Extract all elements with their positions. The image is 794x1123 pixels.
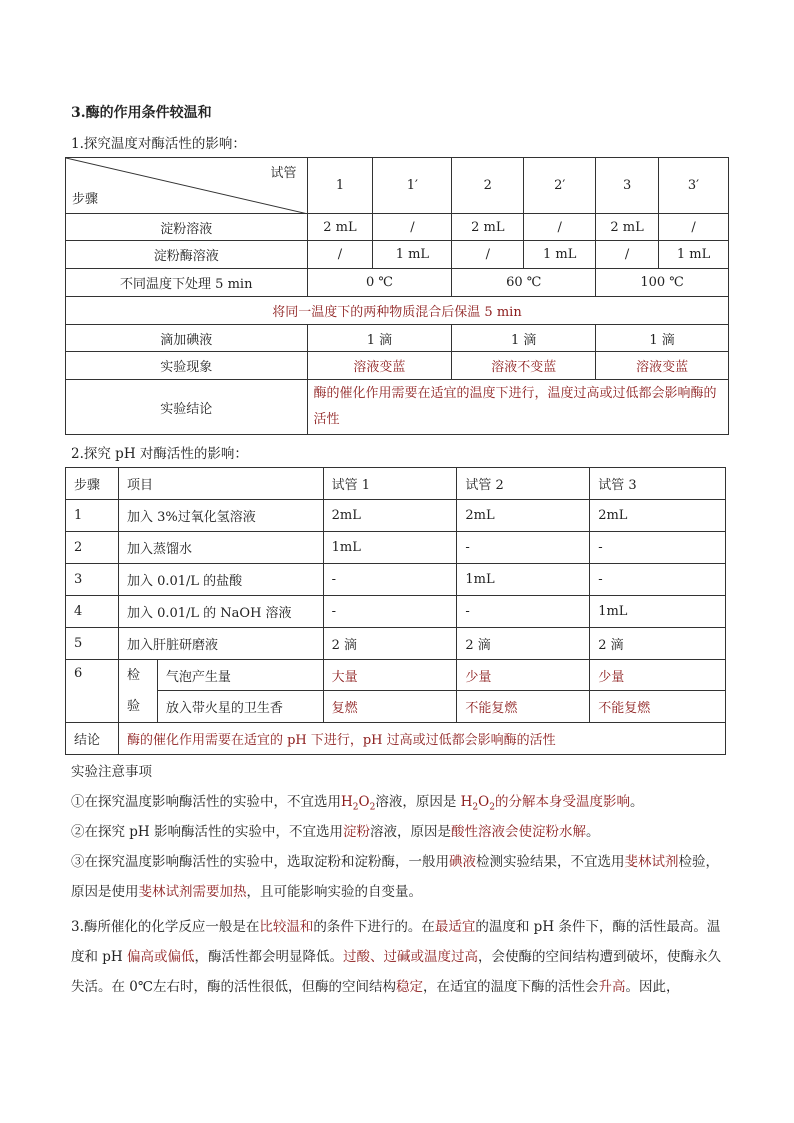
conclusion-cell: 酶的催化作用需要在适宜的温度下进行，温度过高或过低都会影响酶的活性 (307, 380, 728, 435)
notes-heading: 实验注意事项 (71, 764, 152, 780)
result-cell: 复燃 (323, 691, 457, 723)
note-text: 。 (586, 824, 600, 840)
tube-header: 1′ (373, 158, 452, 214)
row-label: 滴加碘液 (66, 325, 308, 352)
header-cell: 步骤 (66, 468, 119, 500)
result-cell: 少量 (590, 660, 726, 691)
step-cell: 2 (66, 532, 119, 564)
cell: 2 滴 (590, 628, 726, 660)
formula-subscript: 2 (352, 802, 359, 813)
cell: / (307, 241, 373, 269)
cell: 0 ℃ (307, 269, 452, 297)
para-text: 。因此， (625, 979, 680, 995)
corner-header-cell (66, 158, 308, 214)
item-cell: 加入 0.01/L 的 NaOH 溶液 (118, 596, 323, 628)
observation-cell: 溶液变蓝 (307, 352, 452, 380)
cell: 1 滴 (596, 325, 729, 352)
para-highlight: 稳定 (395, 979, 423, 995)
result-cell: 大量 (323, 660, 457, 691)
page-title: 3.酶的作用条件较温和 (71, 105, 212, 121)
cell: - (323, 564, 457, 596)
note-answer (460, 794, 630, 813)
tube-header: 2′ (524, 158, 596, 214)
cell: 1mL (323, 532, 457, 564)
result-cell: 少量 (457, 660, 590, 691)
note-text: 。 (629, 794, 644, 810)
para-text: 的条件下进行的。在 (313, 919, 435, 935)
para-highlight: 最适宜 (434, 919, 476, 935)
check-label-2: 验 (126, 699, 140, 714)
cell: - (590, 532, 726, 564)
tube-header: 3′ (659, 158, 729, 214)
check-label-cell (118, 660, 157, 723)
formula-subscript: 2 (472, 802, 479, 813)
result-cell: 不能复燃 (457, 691, 590, 723)
header-cell: 试管 2 (457, 468, 590, 500)
cell: 2 滴 (323, 628, 457, 660)
item-cell: 加入 3%过氧化氢溶液 (118, 500, 323, 532)
cell: 1mL (590, 596, 726, 628)
step-header-label: 步骤 (72, 192, 99, 207)
cell: 1 mL (524, 241, 596, 269)
formula-part: O (478, 794, 490, 810)
step-cell: 4 (66, 596, 119, 628)
cell: 1mL (457, 564, 590, 596)
cell: / (373, 214, 452, 241)
para-text: ，会使酶的空间结构遭到破坏，使酶永久失活。在 0℃左右时，酶的活性很低，但酶的空间结构 (71, 949, 721, 995)
note-text: 溶液，原因是 (370, 824, 451, 840)
tube-header: 3 (596, 158, 659, 214)
note-answer: 淀粉 (343, 824, 370, 840)
check-label-1: 检 (126, 668, 140, 683)
para-text: 的温度和 pH 条件下，酶的活性最高。温度和 pH (71, 919, 721, 965)
tube-header: 2 (452, 158, 524, 214)
cell: - (457, 532, 590, 564)
conclusion-label: 结论 (66, 723, 119, 755)
mix-instruction: 将同一温度下的两种物质混合后保温 5 min (66, 297, 729, 325)
cell: 2 mL (596, 214, 659, 241)
observation-cell: 溶液变蓝 (596, 352, 729, 380)
note-3 (71, 847, 731, 907)
temperature-table (65, 157, 729, 435)
para-highlight: 过酸、过碱或温度过高 (343, 949, 478, 965)
para-text: 3.酶所催化的化学反应一般是在 (71, 919, 260, 935)
tube-header: 1 (307, 158, 373, 214)
cell: / (659, 214, 729, 241)
header-cell: 试管 1 (323, 468, 457, 500)
row-label: 实验结论 (66, 380, 308, 435)
header-cell: 项目 (118, 468, 323, 500)
item-cell: 放入带火星的卫生香 (157, 691, 323, 723)
section1-heading: 1.探究温度对酶活性的影响： (71, 136, 246, 152)
summary-paragraph (71, 912, 731, 1002)
cell: / (452, 241, 524, 269)
cell: 60 ℃ (452, 269, 596, 297)
formula-part: O (358, 794, 370, 810)
note-answer: 斐林试剂 (624, 854, 679, 870)
formula-subscript: 2 (369, 802, 376, 813)
cell: 1 mL (659, 241, 729, 269)
note-text: ③在探究温度影响酶活性的实验中，选取淀粉和淀粉酶，一般用 (71, 854, 449, 870)
cell: 2mL (590, 500, 726, 532)
cell: 100 ℃ (596, 269, 729, 297)
row-label: 不同温度下处理 5 min (66, 269, 308, 297)
row-label: 实验现象 (66, 352, 308, 380)
note-answer: 碘液 (449, 854, 476, 870)
result-cell: 不能复燃 (590, 691, 726, 723)
note-text: 溶液，原因是 (375, 794, 461, 810)
cell: 1 滴 (452, 325, 596, 352)
note-text: ①在探究温度影响酶活性的实验中，不宜选用 (71, 794, 341, 810)
note-text: 检测实验结果，不宜选用 (476, 854, 625, 870)
para-text: ，在适宜的温度下酶的活性会 (422, 979, 599, 995)
item-cell: 加入蒸馏水 (118, 532, 323, 564)
section2-heading: 2.探究 pH 对酶活性的影响： (71, 446, 248, 462)
step-cell: 1 (66, 500, 119, 532)
ph-table (65, 467, 726, 755)
answer-text: 的分解本身受温度影响 (494, 794, 630, 810)
cell: 1 mL (373, 241, 452, 269)
observation-cell: 溶液不变蓝 (452, 352, 596, 380)
row-label: 淀粉溶液 (66, 214, 308, 241)
cell: 2mL (457, 500, 590, 532)
note-2 (71, 817, 731, 847)
cell: / (524, 214, 596, 241)
para-highlight: 偏高或偏低 (127, 949, 195, 965)
item-cell: 气泡产生量 (157, 660, 323, 691)
note-answer: 酸性溶液会使淀粉水解 (451, 824, 586, 840)
cell: / (596, 241, 659, 269)
cell: - (323, 596, 457, 628)
cell: 2 滴 (457, 628, 590, 660)
cell: 1 滴 (307, 325, 452, 352)
note-text: 检验，原因是使用 (71, 854, 719, 900)
step-cell: 6 (66, 660, 119, 723)
para-highlight: 比较温和 (259, 919, 314, 935)
para-text: ，酶活性都会明显降低。 (194, 949, 343, 965)
formula (341, 794, 376, 813)
note-text: ②在探究 pH 影响酶活性的实验中，不宜选用 (71, 824, 343, 840)
cell: 2 mL (307, 214, 373, 241)
item-cell: 加入肝脏研磨液 (118, 628, 323, 660)
cell: 2mL (323, 500, 457, 532)
row-label: 淀粉酶溶液 (66, 241, 308, 269)
formula-subscript: 2 (489, 802, 495, 813)
note-answer: 斐林试剂需要加热 (138, 884, 247, 900)
item-cell: 加入 0.01/L 的盐酸 (118, 564, 323, 596)
cell: - (590, 564, 726, 596)
step-cell: 5 (66, 628, 119, 660)
conclusion-cell: 酶的催化作用需要在适宜的 pH 下进行，pH 过高或过低都会影响酶的活性 (118, 723, 725, 755)
cell: - (457, 596, 590, 628)
note-text: ，且可能影响实验的自变量。 (246, 884, 422, 900)
tube-header-label: 试管 (270, 166, 297, 181)
para-highlight: 升高 (598, 979, 626, 995)
formula-part: H (341, 794, 353, 810)
cell: 2 mL (452, 214, 524, 241)
step-cell: 3 (66, 564, 119, 596)
formula-part: H (460, 794, 473, 810)
header-cell: 试管 3 (590, 468, 726, 500)
